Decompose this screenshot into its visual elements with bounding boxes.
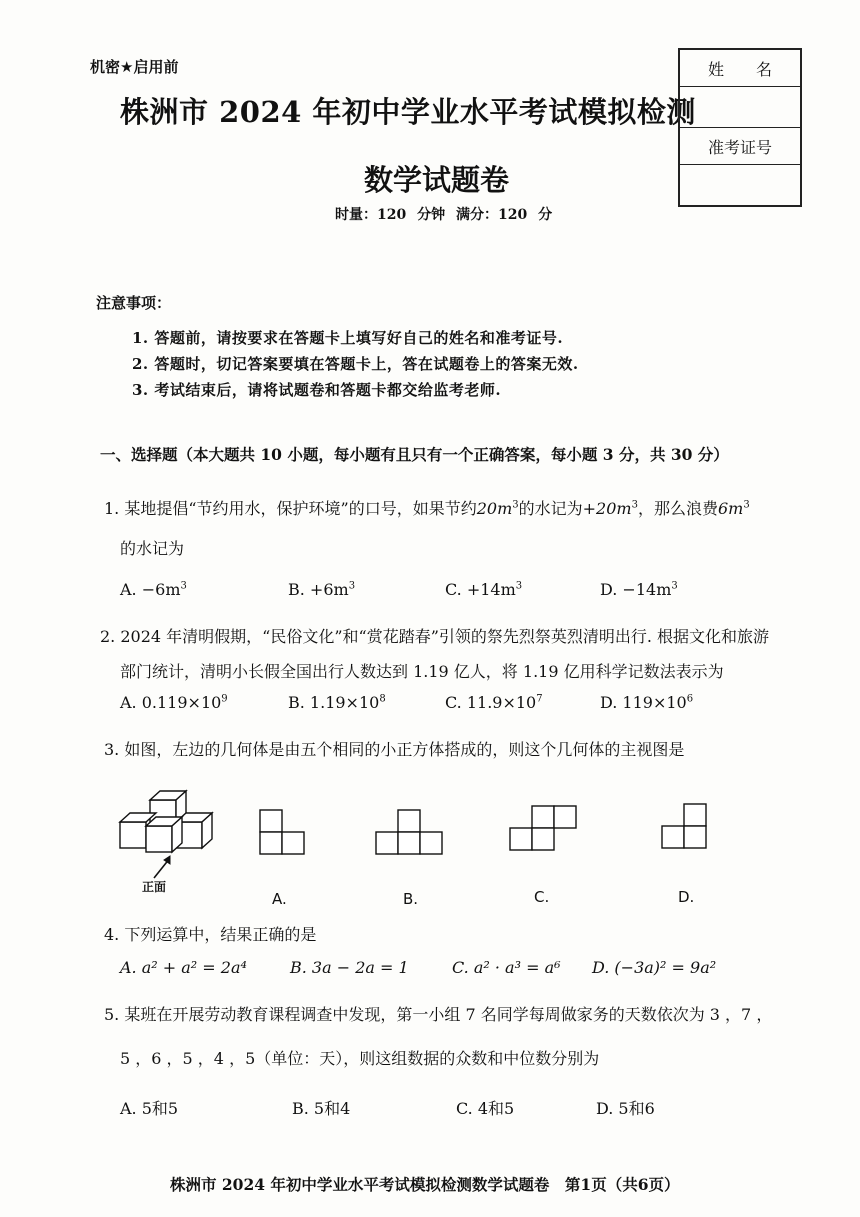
notice-item: 1. 答题前，请按要求在答题卡上填写好自己的姓名和准考证号. (132, 329, 564, 347)
q1-option-b[interactable]: B. $+6m^3$ (288, 580, 356, 599)
q2-option-b[interactable]: B. $1.19\times 10^8$ (288, 693, 386, 712)
notice-item: 3. 考试结束后，请将试题卷和答题卡都交给监考老师. (132, 381, 502, 399)
question-5-line2: 5 ，6 ，5 ，4 ，5（单位：天），则这组数据的众数和中位数分别为 (120, 1049, 600, 1068)
q4-option-a[interactable]: A. a² + a² = 2a⁴ (120, 958, 247, 977)
front-label: 正面 (142, 880, 167, 894)
view-option-d (660, 800, 710, 860)
view-option-a (258, 808, 308, 858)
notice-item: 2. 答题时，切记答案要填在答题卡上，答在试题卷上的答案无效. (132, 355, 579, 373)
view-option-b (374, 808, 446, 858)
q1-text-b: 的水记为 (518, 499, 583, 518)
figure-label-b: B. (403, 890, 419, 908)
question-2-line1: 2. 2024 年清明假期，“民俗文化”和“赏花踏春”引领的祭先烈祭英烈清明出行. 根据文化和旅游 (100, 627, 770, 646)
q1-value-a: 20m (476, 499, 513, 518)
question-1-line2: 的水记为 (120, 539, 185, 558)
q4-option-c[interactable]: C. a² · a³ = a⁶ (452, 958, 561, 977)
q1-value-c: 6m (717, 499, 744, 518)
page-footer: 株洲市 2024 年初中学业水平考试模拟检测数学试题卷 第1页（共6页） (170, 1175, 680, 1194)
name-field[interactable] (680, 87, 800, 128)
q1-option-c[interactable]: C. $+14m^3$ (445, 580, 523, 599)
time-score-info: 时量：120 分钟 满分：120 分 (335, 207, 553, 223)
figure-label-a: A. (272, 890, 287, 908)
candidate-info-box (678, 48, 802, 207)
cube-face (146, 826, 172, 852)
q4-option-b[interactable]: B. 3a − 2a = 1 (290, 958, 409, 977)
question-3-line1: 3. 如图，左边的几何体是由五个相同的小正方体搭成的，则这个几何体的主视图是 (104, 740, 685, 759)
view-option-c (508, 804, 580, 856)
exam-subtitle: 数学试题卷 (364, 163, 510, 197)
q1-value-b: +20m (582, 499, 632, 518)
notice-heading: 注意事项： (96, 294, 172, 312)
question-5-line1: 5. 某班在开展劳动教育课程调查中发现，第一小组 7 名同学每周做家务的天数依次为 3 ，7 ， (104, 1005, 773, 1024)
exam-title: 株洲市 2024 年初中学业水平考试模拟检测 (120, 95, 696, 129)
q1-option-d[interactable]: D. $-14m^3$ (600, 580, 678, 599)
q5-option-b[interactable]: B. 5和4 (292, 1099, 351, 1118)
q5-option-d[interactable]: D. 5和6 (596, 1099, 655, 1118)
name-label: 姓 名 (680, 50, 800, 87)
question-2-line2: 部门统计，清明小长假全国出行人数达到 1.19 亿人，将 1.19 亿用科学记数法表示为 (120, 662, 724, 681)
question-1-line: 1. 某地提倡“节约用水，保护环境”的口号，如果节约$20m^3$的水记为$+20m^3$，那么浪费$6m^3$ (104, 499, 750, 518)
confidential-mark: 机密★启用前 (90, 58, 179, 76)
q1-text-c: ，那么浪费 (637, 499, 718, 518)
q2-option-c[interactable]: C. $11.9\times 10^7$ (445, 693, 543, 712)
q5-option-c[interactable]: C. 4和5 (456, 1099, 515, 1118)
exam-id-label: 准考证号 (680, 128, 800, 165)
section-heading: 一、选择题（本大题共 10 小题，每小题有且只有一个正确答案，每小题 3 分，共 30 分） (100, 445, 729, 464)
question-4-line1: 4. 下列运算中，结果正确的是 (104, 925, 317, 944)
figure-label-c: C. (534, 888, 550, 906)
q2-option-a[interactable]: A. $0.119\times 10^9$ (120, 693, 228, 712)
exam-id-field[interactable] (680, 165, 800, 205)
cube-face (120, 822, 146, 848)
q1-option-a[interactable]: A. $-6m^3$ (120, 580, 187, 599)
q1-text-a: 1. 某地提倡“节约用水，保护环境”的口号，如果节约 (104, 499, 477, 518)
figure-label-d: D. (678, 888, 695, 906)
q4-option-d[interactable]: D. (−3a)² = 9a² (592, 958, 717, 977)
q2-option-d[interactable]: D. $119\times 10^6$ (600, 693, 694, 712)
q5-option-a[interactable]: A. 5和5 (120, 1099, 179, 1118)
